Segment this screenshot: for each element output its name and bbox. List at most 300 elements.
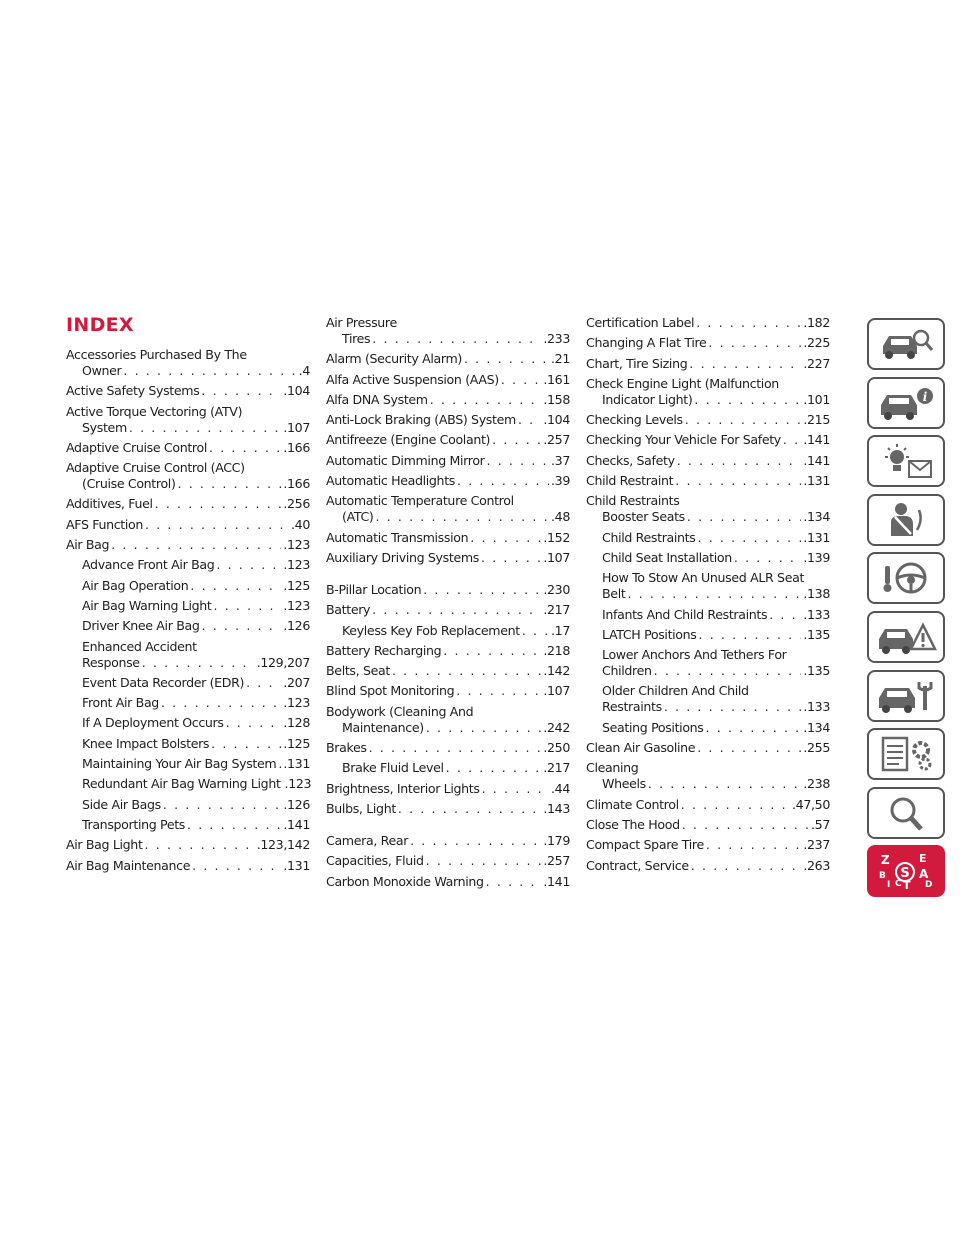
index-entry-line [586,776,830,792]
page-number: .134 [803,509,830,525]
index-term: Maintenance) [342,719,424,735]
index-term: Cleaning [586,760,639,776]
page-number: .133 [803,699,830,715]
index-entry-line [326,453,570,469]
index-entry [586,647,830,679]
dot-leader [211,736,281,752]
index-term: Battery [326,602,371,618]
page-number: .250 [543,740,570,756]
technical-specs-icon [875,734,937,774]
index-entry-line [82,557,310,573]
index-entry-line [602,586,830,602]
dot-leader [446,760,542,776]
index-entry-line [586,797,830,813]
dot-leader [482,781,549,797]
dot-leader [443,643,541,659]
chapter-nav [867,318,947,904]
index-entry-line [82,618,310,634]
page-number: .257 [543,432,570,448]
index-entry-line [586,493,830,509]
car-warning-icon [875,617,937,657]
index-term: Redundant Air Bag Warning Light [82,776,281,792]
index-entry [326,781,570,797]
page-number: .123 [283,557,310,573]
index-entry-line [326,582,570,598]
index-term: Older Children And Child [602,683,749,699]
page-number: .126 [283,796,310,812]
index-entry-line [66,363,310,379]
index-column-3 [586,315,830,878]
dot-leader [501,372,542,388]
dot-leader [456,683,541,699]
car-info-icon [875,383,937,423]
index-entry [66,496,310,512]
index-entry [326,874,570,890]
dot-leader [706,837,801,853]
nav-tab-starting-operating[interactable] [867,552,945,604]
index-term: Close The Hood [586,816,680,832]
page-number: .143 [543,800,570,816]
index-entry-line [66,347,310,363]
index-entry [326,392,570,408]
index-entry [326,740,570,756]
nav-tab-warning-lights[interactable] [867,435,945,487]
dot-leader [155,496,282,512]
index-entry [66,460,310,492]
index-column-1 [66,347,310,878]
dot-leader [687,509,801,525]
index-entry [326,801,570,817]
page-number: .237 [803,837,830,853]
page-number: .125 [283,577,310,593]
index-entry-line [586,837,830,853]
page-title: INDEX [66,314,134,336]
page-number: .182 [803,315,830,330]
index-entry [586,570,830,602]
index-entry [586,493,830,525]
index-term: Seating Positions [602,719,704,735]
index-term: Changing A Flat Tire [586,335,707,351]
index-letter: Z [881,853,890,868]
index-letter: I [887,880,891,891]
index-entry [66,817,310,833]
index-entry-line [586,412,830,428]
page-number: .134 [803,719,830,735]
dot-leader [145,517,289,533]
page-number: .39 [551,473,570,489]
index-letter: T [903,879,911,892]
index-letter: E [919,852,927,866]
dot-leader [681,797,790,813]
index-letter: D [925,880,933,891]
dot-leader [192,858,281,874]
index-term: Air Bag Warning Light [82,597,212,613]
dot-leader [111,537,281,553]
index-term: Automatic Transmission [326,529,469,545]
dot-leader [430,392,542,408]
index-letter: B [879,871,886,882]
index-entry [326,704,570,736]
index-term: Air Bag Light [66,837,143,853]
index-term: System [82,419,127,435]
dot-leader [706,720,802,736]
nav-tab-technical-specs[interactable] [867,728,945,780]
magnifier-icon [875,793,937,833]
index-entry-line [82,817,310,833]
index-term: Air Pressure [326,315,397,330]
page-number: .104 [283,383,310,399]
index-term: Indicator Light) [602,391,693,407]
index-entry-line [82,715,310,731]
index-entry-line [602,647,830,663]
page-number: .104 [543,412,570,428]
index-term: Infants And Child Restraints [602,606,768,622]
index-entry [326,683,570,699]
index-term: Lower Anchors And Tethers For [602,647,787,663]
page-number: .141 [803,432,830,448]
index-entry-line [326,493,570,509]
page-number: .161 [543,371,570,387]
index-entry [66,598,310,614]
index-entry [586,473,830,489]
index-term: Enhanced Accident [82,638,197,654]
index-entry-line [326,781,570,797]
dot-leader [426,853,542,869]
dot-leader [734,550,801,566]
index-column-2 [326,315,570,894]
index-term: Antifreeze (Engine Coolant) [326,432,491,448]
dot-leader [202,618,282,634]
index-entry [326,372,570,388]
index-entry [326,833,570,849]
page-number: .141 [803,452,830,468]
index-entry-line [602,530,830,546]
index-entry-line [326,550,570,566]
nav-tab-vehicle-info[interactable] [867,377,945,429]
page-number: .166 [283,439,310,455]
index-term: Belts, Seat [326,663,390,679]
index-entry-line [326,740,570,756]
index-term: Owner [82,363,122,378]
index-entry-line [326,473,570,489]
dot-leader [129,420,281,436]
dot-leader [694,392,801,408]
index-entry-line [326,432,570,448]
page-number: .57 [811,816,830,832]
index-entry [586,607,830,623]
index-entry-line [602,570,830,586]
index-term: Checking Levels [586,412,683,428]
nav-tab-search[interactable] [867,787,945,839]
index-entry-line [326,530,570,546]
index-entry-line [602,720,830,736]
page-number: .131 [803,473,830,489]
page-number: .44 [551,780,570,796]
dot-leader [481,550,541,566]
index-entry [326,550,570,566]
index-term: Belt [602,586,626,602]
index-entry-line [82,639,310,655]
index-term: Camera, Rear [326,832,409,848]
index-term: Accessories Purchased By The [66,347,247,362]
index-entry-line [586,335,830,351]
dot-leader [648,776,801,792]
index-entry [326,602,570,618]
page-number: .207 [283,674,310,690]
index-entry [586,627,830,643]
page-number: .142 [543,663,570,679]
dot-leader [697,530,801,546]
dot-leader [201,383,281,399]
index-term: Contract, Service [586,857,689,873]
dot-leader [708,335,801,351]
index-term: Tires [342,331,371,346]
index-term: Auxiliary Driving Systems [326,549,479,565]
index-entry-line [586,473,830,489]
index-entry-line [326,853,570,869]
index-entry-line [342,760,570,776]
dot-leader [369,740,542,756]
dot-leader [697,740,801,756]
dot-leader [675,473,801,489]
index-entry [586,858,830,874]
dot-leader [123,363,296,379]
page-number: .131 [283,756,310,772]
page-number: .101 [803,391,830,407]
index-entry-line [326,874,570,890]
index-entry-line [602,607,830,623]
index-entry [586,740,830,756]
index-entry [586,837,830,853]
index-entry [66,756,310,772]
dot-leader [161,695,281,711]
index-entry-line [66,383,310,399]
index-term: Brightness, Interior Lights [326,780,480,796]
page-number: .227 [803,355,830,371]
index-entry [66,557,310,573]
index-entry-line [82,695,310,711]
index-entry [66,858,310,874]
index-entry [66,715,310,731]
index-entry-line [66,517,310,533]
page-number: .131 [803,529,830,545]
index-term: Alfa DNA System [326,391,428,407]
index-term: Brake Fluid Level [342,760,444,776]
dot-leader [178,476,282,492]
steering-wheel-icon [875,558,937,598]
dot-leader [372,331,541,347]
index-term: Alfa Active Suspension (AAS) [326,371,499,387]
page-number: .128 [283,715,310,731]
index-term: If A Deployment Occurs [82,715,224,731]
nav-tab-index[interactable] [867,845,945,897]
warning-lights-icon [875,441,937,481]
index-term: Adaptive Cruise Control (ACC) [66,460,245,476]
page-number: .48 [551,509,570,525]
index-entry-line [602,663,830,679]
page-number: .255 [803,740,830,756]
index-term: Bodywork (Cleaning And [326,703,474,719]
index-entry [66,675,310,691]
dot-leader [685,412,802,428]
index-entry-line [66,858,310,874]
dot-leader [372,602,541,618]
index-entry [326,530,570,546]
index-term: Automatic Dimming Mirror [326,452,485,468]
page-number: .129,207 [256,654,310,670]
index-entry [586,797,830,813]
dot-leader [426,720,542,736]
page-number: .107 [543,683,570,699]
dot-leader [696,315,801,331]
index-term: Response [82,654,140,670]
page-number: .47,50 [792,796,830,812]
dot-leader [682,817,809,833]
dot-leader [689,356,801,372]
index-entry [586,530,830,546]
index-letters-icon [875,851,937,891]
index-entry-line [326,351,570,367]
index-term: Check Engine Light (Malfunction [586,375,779,391]
dot-leader [410,833,541,849]
index-entry-line [586,760,830,776]
nav-tab-servicing[interactable] [867,670,945,722]
index-entry-line [326,801,570,817]
index-entry [66,639,310,671]
index-entry [586,356,830,372]
index-entry [326,351,570,367]
index-term: Transporting Pets [82,816,186,832]
index-term: Carbon Monoxide Warning [326,873,484,889]
index-entry [66,837,310,853]
index-entry [66,404,310,436]
dot-leader [187,817,281,833]
index-entry [326,473,570,489]
index-entry [326,853,570,869]
index-term: Active Torque Vectoring (ATV) [66,403,243,419]
index-entry-line [66,537,310,553]
index-entry-line [66,440,310,456]
index-entry [326,315,570,347]
index-term: (Cruise Control) [82,476,176,492]
page-number: .141 [283,816,310,832]
index-term: Battery Recharging [326,642,442,658]
dot-leader [145,837,255,853]
index-entry-line [326,392,570,408]
index-entry-line [602,627,830,643]
index-entry-line [82,598,310,614]
index-entry-line [602,550,830,566]
index-term: Brakes [326,740,367,756]
index-entry-line [326,683,570,699]
index-entry-line [586,817,830,833]
index-term: Front Air Bag [82,695,159,711]
index-letter: C [895,879,902,890]
index-entry [326,760,570,776]
index-entry-line [82,736,310,752]
index-entry-line [586,740,830,756]
index-entry [326,623,570,639]
page-number: .123 [283,537,310,553]
index-entry-line [66,404,310,420]
index-entry [66,618,310,634]
dot-leader [423,582,541,598]
dot-leader [769,607,801,623]
dot-leader [654,663,802,679]
index-entry [326,493,570,525]
index-entry [326,643,570,659]
svg-text:S: S [900,866,910,882]
index-term: Automatic Temperature Control [326,493,514,509]
index-term: Adaptive Cruise Control [66,439,207,455]
page-number: .263 [803,857,830,873]
car-search-icon [875,324,937,364]
index-entry-line [602,683,830,699]
index-entry [66,776,310,792]
index-entry [586,432,830,448]
nav-tab-safety[interactable] [867,494,945,546]
index-entry-line [66,476,310,492]
index-entry [326,432,570,448]
nav-tab-vehicle-getting-started[interactable] [867,318,945,370]
index-term: Event Data Recorder (EDR) [82,674,245,690]
index-entry [586,720,830,736]
page-number: .242 [543,719,570,735]
page-number: .107 [543,549,570,565]
index-term: Certification Label [586,315,695,330]
index-term: AFS Function [66,516,144,532]
index-entry-line [326,331,570,347]
page-number: .17 [551,622,570,638]
index-term: Checks, Safety [586,452,675,468]
page-number: .141 [543,873,570,889]
page-number: .256 [283,496,310,512]
page-number: .123 [284,776,312,792]
index-term: (ATC) [342,509,374,525]
index-entry-line [66,496,310,512]
dot-leader [691,858,802,874]
index-term: Maintaining Your Air Bag System [82,756,277,772]
dot-leader [486,874,542,890]
dot-leader [142,655,255,671]
dot-leader [664,699,802,715]
svg-text:i: i [922,389,928,404]
index-term: How To Stow An Unused ALR Seat [602,570,805,586]
index-entry-line [326,720,570,736]
dot-leader [518,412,541,428]
index-entry-line [82,578,310,594]
dot-leader [677,453,802,469]
index-entry-line [326,509,570,525]
index-entry-line [586,356,830,372]
page-number: .230 [543,581,570,597]
index-entry-line [326,704,570,720]
index-entry [586,315,830,331]
nav-tab-emergency[interactable] [867,611,945,663]
index-entry-line [326,643,570,659]
dot-leader [163,797,281,813]
index-term: Wheels [602,776,646,792]
index-entry [586,760,830,792]
index-entry [586,453,830,469]
index-entry-line [586,858,830,874]
index-entry [66,578,310,594]
page-number: .123 [283,597,310,613]
dot-leader [278,756,281,772]
dot-leader [246,675,281,691]
index-entry [66,797,310,813]
page-number: .107 [283,419,310,435]
